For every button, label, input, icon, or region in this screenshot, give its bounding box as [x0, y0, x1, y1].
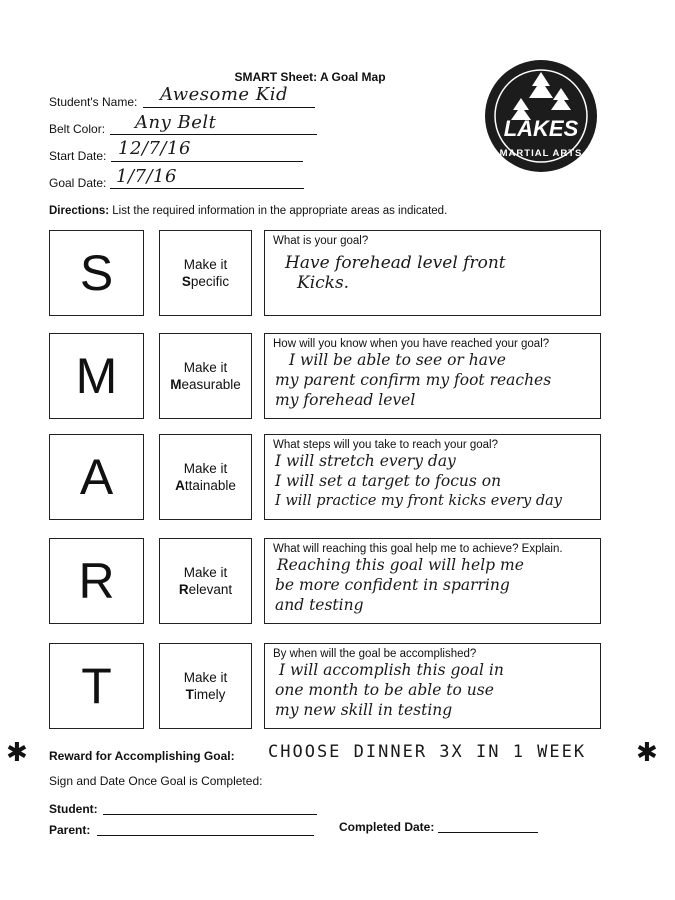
make-it-label: Make it	[183, 670, 228, 685]
start-date-line	[111, 161, 303, 162]
student-sign-label: Student:	[49, 802, 98, 816]
letter-m: M	[75, 348, 118, 404]
letter-box-r	[49, 538, 144, 624]
answer-r-line-1: Reaching this goal will help me	[277, 556, 524, 574]
page-title: SMART Sheet: A Goal Map	[234, 70, 386, 84]
logo-subtitle-text: MARTIAL ARTS	[499, 148, 583, 159]
letter-box-a	[49, 434, 144, 520]
goal-date-value[interactable]: 1/7/16	[116, 166, 177, 187]
answer-box-r[interactable]	[264, 538, 601, 624]
answer-box-a[interactable]	[264, 434, 601, 520]
letter-t: T	[81, 658, 112, 714]
parent-sign-label: Parent:	[49, 823, 91, 837]
student-name-line	[143, 107, 315, 108]
make-box-t	[159, 643, 252, 729]
make-word-first: T	[185, 687, 194, 702]
make-word-first: R	[178, 582, 189, 597]
logo-brand-text: LAKES	[503, 116, 579, 141]
make-word-rest: imely	[193, 687, 226, 702]
letter-a: A	[79, 449, 114, 505]
sign-instructions: Sign and Date Once Goal is Completed:	[49, 774, 263, 788]
directions	[49, 205, 447, 217]
make-word-rest: easurable	[181, 377, 241, 392]
question-t: By when will the goal be accomplished?	[273, 648, 477, 660]
lakes-logo	[483, 58, 599, 174]
answer-t-line-1: I will accomplish this goal in	[279, 661, 504, 679]
directions-lead: Directions:	[49, 205, 110, 217]
reward-label: Reward for Accomplishing Goal:	[49, 749, 235, 763]
answer-box-m[interactable]	[264, 333, 601, 419]
parent-sign-line[interactable]	[97, 835, 314, 836]
make-word-first: S	[181, 274, 191, 289]
letter-box-t	[49, 643, 144, 729]
make-word-rest: pecific	[190, 274, 230, 289]
question-m: How will you know when you have reached your goal?	[273, 338, 550, 350]
belt-color-value[interactable]: Any Belt	[135, 112, 217, 133]
answer-m-line-1: I will be able to see or have	[289, 351, 506, 369]
answer-m-line-2: my parent confirm my foot reaches	[275, 371, 552, 389]
question-r: What will reaching this goal help me to achieve? Explain.	[273, 543, 563, 555]
make-word	[186, 686, 226, 703]
make-it-label: Make it	[183, 360, 228, 375]
answer-s-line-2: Kicks.	[297, 273, 350, 293]
answer-s-line-1: Have forehead level front	[285, 253, 506, 273]
letter-s: S	[79, 245, 114, 301]
belt-color-label: Belt Color:	[49, 122, 106, 136]
make-word-first: A	[175, 478, 185, 493]
completed-date-line[interactable]	[438, 832, 538, 833]
make-it-label: Make it	[183, 565, 228, 580]
make-it-label: Make it	[183, 461, 228, 476]
answer-box-t[interactable]	[264, 643, 601, 729]
make-box-a	[159, 434, 252, 520]
answer-a-line-2: I will set a target to focus on	[275, 472, 502, 490]
goal-date-label: Goal Date:	[49, 176, 107, 190]
answer-a-line-3: I will practice my front kicks every day	[275, 493, 562, 509]
student-name-value[interactable]: Awesome Kid	[160, 84, 288, 105]
make-word-rest: elevant	[188, 582, 233, 597]
make-box-m	[159, 333, 252, 419]
make-box-r	[159, 538, 252, 624]
letter-box-s	[49, 230, 144, 316]
start-date-value[interactable]: 12/7/16	[118, 138, 191, 159]
answer-t-line-2: one month to be able to use	[275, 681, 494, 699]
answer-a-line-1: I will stretch every day	[275, 452, 456, 470]
asterisk-star-icon: ✱	[636, 738, 658, 768]
make-word	[170, 376, 241, 393]
answer-r-line-2: be more confident in sparring	[275, 576, 510, 594]
reward-value[interactable]: CHOOSE DINNER 3X IN 1 WEEK	[268, 742, 587, 762]
student-name-label: Student's Name:	[49, 95, 138, 109]
answer-r-line-3: and testing	[275, 596, 364, 614]
letter-box-m	[49, 333, 144, 419]
belt-color-line	[110, 134, 317, 135]
goal-date-line	[110, 188, 304, 189]
make-word-rest: ttainable	[184, 478, 236, 493]
make-word	[175, 477, 236, 494]
answer-box-s[interactable]	[264, 230, 601, 316]
answer-m-line-3: my forehead level	[275, 391, 416, 409]
letter-r: R	[78, 553, 115, 609]
make-it-label: Make it	[183, 257, 228, 272]
start-date-label: Start Date:	[49, 149, 107, 163]
question-a: What steps will you take to reach your goal?	[273, 439, 499, 451]
question-s: What is your goal?	[273, 235, 369, 247]
completed-date-label: Completed Date:	[339, 820, 435, 834]
make-word	[182, 273, 229, 290]
directions-text: List the required information in the appropriate areas as indicated.	[112, 205, 448, 217]
make-word	[179, 581, 232, 598]
student-sign-line[interactable]	[103, 814, 317, 815]
make-box-s	[159, 230, 252, 316]
make-word-first: M	[170, 377, 182, 392]
answer-t-line-3: my new skill in testing	[275, 701, 453, 719]
asterisk-star-icon: ✱	[6, 738, 28, 768]
